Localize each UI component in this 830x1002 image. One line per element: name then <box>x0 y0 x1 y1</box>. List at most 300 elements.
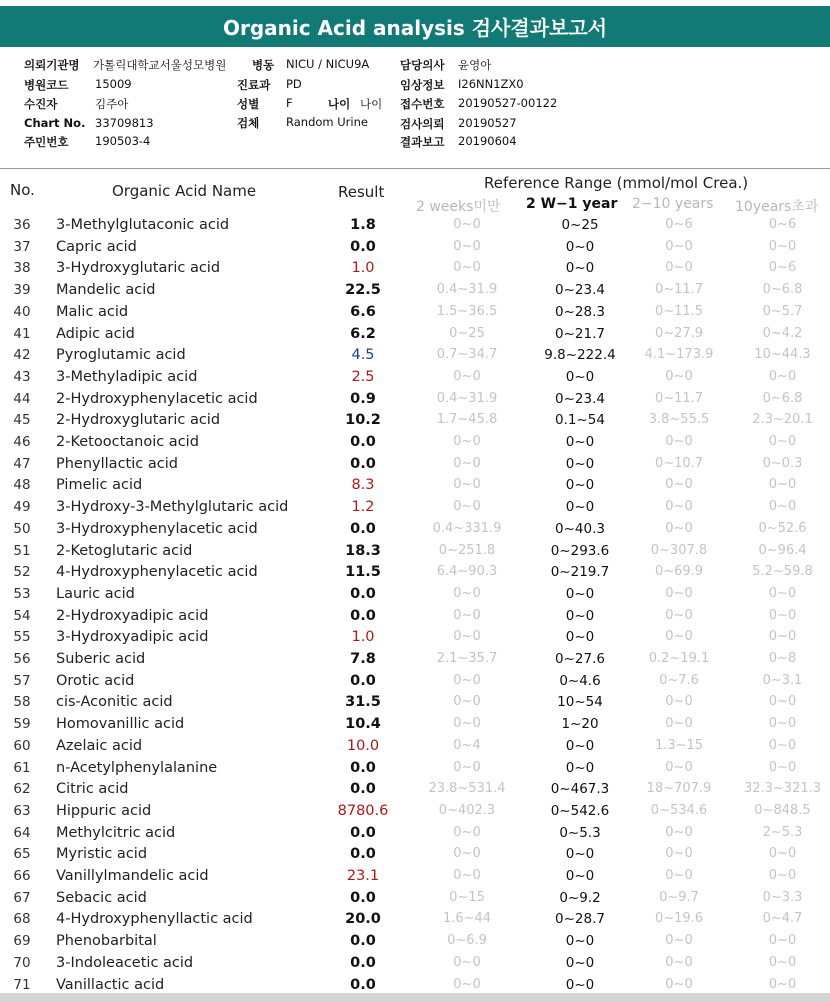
table-row <box>0 238 830 260</box>
header-reference: Reference Range (mmol/mol Crea.) <box>484 174 749 192</box>
row-number: 37 <box>13 238 31 255</box>
row-number: 57 <box>13 672 31 689</box>
doctor-label: 담당의사 <box>400 58 445 72</box>
range-2-10y: 1.3~15 <box>654 737 704 753</box>
range-2weeks: 0~0 <box>453 694 481 710</box>
range-2w-1y: 0~0 <box>565 868 595 884</box>
range-2w-1y: 0~0 <box>565 585 595 602</box>
request-value: 20190527 <box>458 116 517 130</box>
row-number: 52 <box>13 564 31 581</box>
range-2-10y: 0~0 <box>665 629 693 645</box>
range-2w-1y: 9.8~222.4 <box>544 347 616 364</box>
acid-name: 3-Methyladipic acid <box>56 368 198 385</box>
table-row <box>0 693 830 715</box>
range-2-10y: 0~0 <box>665 477 693 493</box>
department-label: 진료과 <box>237 78 271 92</box>
range-2w-1y: 0~4.6 <box>559 672 601 689</box>
result-value: 0.0 <box>350 585 376 602</box>
range-10y: 2~5.3 <box>762 824 803 840</box>
result-value: 0.0 <box>350 672 376 689</box>
table-row <box>0 607 830 629</box>
range-2w-1y: 0~0 <box>565 238 595 255</box>
report-title: Organic Acid analysis 검사결과보고서 <box>0 6 830 47</box>
sex-label: 성별 <box>237 97 260 111</box>
header-range-2weeks: 2 weeks미만 <box>416 199 501 215</box>
acid-name: Citric acid <box>56 781 129 798</box>
table-row <box>0 802 830 824</box>
range-2-10y: 0~11.7 <box>654 390 704 406</box>
range-2weeks: 0~402.3 <box>438 802 496 818</box>
range-2weeks: 0~0 <box>453 846 481 862</box>
range-10y: 0~0.3 <box>762 455 803 471</box>
range-2w-1y: 0~0 <box>565 846 595 863</box>
range-2weeks: 0~0 <box>453 585 481 601</box>
acid-name: Capric acid <box>56 238 137 255</box>
range-10y: 0~0 <box>768 368 797 384</box>
row-number: 62 <box>13 781 31 798</box>
range-2weeks: 0~0 <box>453 976 481 992</box>
result-value: 0.0 <box>350 781 376 798</box>
range-2w-1y: 0~25 <box>561 217 599 233</box>
row-number: 43 <box>13 368 31 385</box>
table-row <box>0 780 830 802</box>
range-2weeks: 0~4 <box>453 737 481 753</box>
row-number: 71 <box>13 976 31 993</box>
range-2-10y: 0~0 <box>665 716 693 732</box>
range-2w-1y: 0~467.3 <box>550 781 610 798</box>
range-10y: 0~0 <box>768 694 797 710</box>
row-number: 46 <box>13 434 31 450</box>
row-number: 42 <box>13 347 31 364</box>
range-2-10y: 0~0 <box>665 260 693 276</box>
range-10y: 0~6 <box>768 260 797 276</box>
range-10y: 0~6 <box>768 217 797 232</box>
range-2-10y: 0~0 <box>665 607 693 623</box>
result-value: 0.0 <box>350 824 376 841</box>
range-2w-1y: 0~23.4 <box>555 282 605 299</box>
header-range-2w-1y: 2 W−1 year <box>526 196 618 212</box>
table-row <box>0 325 830 347</box>
range-10y: 0~96.4 <box>758 542 807 558</box>
table-row <box>0 737 830 759</box>
range-2-10y: 18~707.9 <box>646 781 712 797</box>
range-2-10y: 0~27.9 <box>654 325 704 341</box>
patient-label: 수진자 <box>24 97 58 111</box>
table-row <box>0 824 830 846</box>
range-2weeks: 0~251.8 <box>438 542 496 558</box>
range-10y: 0~848.5 <box>754 802 811 818</box>
result-value: 4.5 <box>351 347 375 364</box>
row-number: 54 <box>13 607 31 624</box>
range-2weeks: 0~0 <box>453 238 481 254</box>
acid-name: 3-Hydroxyphenylacetic acid <box>56 520 258 537</box>
range-10y: 0~4.2 <box>762 325 803 341</box>
range-2w-1y: 0~0 <box>565 434 595 450</box>
range-2weeks: 0~0 <box>453 824 481 840</box>
range-2w-1y: 0~23.4 <box>555 390 605 407</box>
range-10y: 5.2~59.8 <box>752 564 813 580</box>
range-10y: 0~0 <box>768 716 797 732</box>
specimen-value: Random Urine <box>286 115 368 129</box>
result-value: 18.3 <box>345 542 381 559</box>
table-row <box>0 845 830 867</box>
range-2weeks: 23.8~531.4 <box>428 781 506 797</box>
range-2w-1y: 0~21.7 <box>555 325 605 342</box>
acid-name: Malic acid <box>56 303 129 320</box>
range-2w-1y: 0~0 <box>565 607 595 624</box>
row-number: 68 <box>13 911 31 928</box>
range-2-10y: 0~534.6 <box>650 802 708 818</box>
range-2-10y: 0~7.6 <box>659 672 699 688</box>
range-2-10y: 0~69.9 <box>654 564 704 580</box>
range-2-10y: 0~0 <box>665 976 693 992</box>
table-row <box>0 303 830 325</box>
result-value: 22.5 <box>345 282 381 299</box>
range-2weeks: 0~0 <box>453 217 481 232</box>
table-row <box>0 455 830 477</box>
acid-name: 2-Ketoglutaric acid <box>56 542 193 559</box>
row-number: 50 <box>13 520 31 537</box>
range-2w-1y: 0.1~54 <box>555 412 605 429</box>
range-2w-1y: 0~0 <box>565 477 595 494</box>
row-number: 64 <box>13 824 31 841</box>
table-row <box>0 672 830 694</box>
range-10y: 0~4.7 <box>762 911 803 927</box>
resident-label: 주민번호 <box>24 135 69 149</box>
acid-name: 2-Hydroxyadipic acid <box>56 607 209 624</box>
table-row <box>0 628 830 650</box>
row-number: 47 <box>13 455 31 472</box>
result-value: 31.5 <box>345 694 381 711</box>
range-10y: 0~3.1 <box>762 672 803 688</box>
patient-value: 김주아 <box>95 97 129 111</box>
table-row <box>0 476 830 498</box>
range-2weeks: 0~6.9 <box>447 933 487 949</box>
range-2weeks: 0.7~34.7 <box>436 347 498 363</box>
acid-name: Phenobarbital <box>56 933 157 950</box>
result-value: 0.0 <box>350 889 376 906</box>
hospital-code-value: 15009 <box>95 77 132 91</box>
header-name: Organic Acid Name <box>112 182 257 200</box>
row-number: 61 <box>13 759 31 776</box>
range-2-10y: 0~0 <box>665 520 693 536</box>
row-number: 65 <box>13 846 31 863</box>
table-row <box>0 520 830 542</box>
row-number: 53 <box>13 585 31 602</box>
clinical-info-label: 임상정보 <box>400 78 445 92</box>
acid-name: n-Acetylphenylalanine <box>56 759 218 776</box>
header-result: Result <box>338 183 385 201</box>
acid-name: Homovanillic acid <box>56 716 185 733</box>
row-number: 70 <box>13 954 31 971</box>
receipt-value: 20190527-00122 <box>458 96 558 110</box>
range-2-10y: 0~11.5 <box>654 303 704 319</box>
range-2-10y: 0~0 <box>665 238 693 254</box>
range-2weeks: 1.6~44 <box>442 911 492 927</box>
table-row <box>0 715 830 737</box>
range-2weeks: 0.4~31.9 <box>436 390 498 406</box>
result-value: 0.0 <box>350 954 376 971</box>
range-2weeks: 0~0 <box>453 954 481 970</box>
range-2-10y: 0~0 <box>665 954 693 970</box>
range-10y: 0~0 <box>768 477 797 493</box>
row-number: 44 <box>13 390 31 407</box>
patient-info-panel <box>0 52 830 168</box>
table-row <box>0 910 830 932</box>
range-10y: 0~0 <box>768 976 797 992</box>
range-2-10y: 0~0 <box>665 499 693 515</box>
range-2w-1y: 0~0 <box>565 759 595 776</box>
range-2w-1y: 0~9.2 <box>559 889 601 906</box>
table-row <box>0 259 830 281</box>
range-10y: 0~0 <box>768 585 797 601</box>
range-10y: 0~3.3 <box>762 889 803 905</box>
range-2weeks: 0.4~331.9 <box>432 520 502 536</box>
acid-name: Hippuric acid <box>56 802 152 819</box>
range-2w-1y: 0~0 <box>565 260 595 277</box>
acid-name: Vanillylmandelic acid <box>56 868 209 884</box>
receipt-label: 접수번호 <box>400 97 445 111</box>
range-2weeks: 0~25 <box>449 325 485 341</box>
chart-label: Chart No. <box>24 116 86 130</box>
resident-value: 190503-4 <box>95 134 151 148</box>
range-10y: 0~0 <box>768 933 797 949</box>
range-2w-1y: 0~0 <box>565 499 595 516</box>
result-value: 1.2 <box>351 499 375 516</box>
table-row <box>0 932 830 954</box>
table-row <box>0 759 830 781</box>
row-number: 58 <box>13 694 31 711</box>
range-2-10y: 0~0 <box>665 933 693 949</box>
result-value: 23.1 <box>346 868 380 884</box>
doctor-value: 윤영아 <box>458 58 492 72</box>
range-2weeks: 0~15 <box>449 889 485 905</box>
acid-name: Vanillactic acid <box>56 976 165 993</box>
range-2w-1y: 0~27.6 <box>555 651 605 667</box>
row-number: 69 <box>13 933 31 950</box>
acid-name: Pimelic acid <box>56 477 143 494</box>
range-10y: 0~6.8 <box>762 282 803 298</box>
table-row <box>0 411 830 433</box>
range-10y: 0~0 <box>768 629 797 645</box>
range-2-10y: 0.2~19.1 <box>648 651 710 666</box>
result-value: 0.9 <box>350 390 376 407</box>
range-2-10y: 0~307.8 <box>650 542 708 558</box>
table-row <box>0 216 830 238</box>
range-2weeks: 0~0 <box>453 629 481 645</box>
ward-value: NICU / NICU9A <box>286 57 370 71</box>
age-value: 나이 <box>360 97 383 111</box>
age-label: 나이 <box>328 97 351 111</box>
result-value: 0.0 <box>350 759 376 776</box>
range-2-10y: 0~0 <box>665 694 693 710</box>
row-number: 38 <box>13 260 31 277</box>
range-2-10y: 0~9.7 <box>659 889 699 905</box>
acid-name: 3-Hydroxyglutaric acid <box>56 260 221 277</box>
range-2-10y: 0~10.7 <box>654 455 704 471</box>
row-number: 60 <box>13 737 31 754</box>
range-10y: 0~0 <box>768 434 797 449</box>
range-10y: 0~0 <box>768 954 797 970</box>
range-2-10y: 0~0 <box>665 585 693 601</box>
result-value: 1.0 <box>351 629 375 646</box>
range-10y: 0~0 <box>768 737 797 753</box>
ward-label: 병동 <box>252 58 275 72</box>
range-10y: 0~0 <box>768 759 797 775</box>
result-value: 20.0 <box>345 911 381 928</box>
acid-name: 4-Hydroxyphenyllactic acid <box>56 911 253 928</box>
result-value: 1.0 <box>351 260 375 277</box>
specimen-label: 검체 <box>237 116 260 130</box>
range-2weeks: 6.4~90.3 <box>436 564 498 580</box>
result-value: 0.0 <box>350 520 376 537</box>
result-value: 8.3 <box>351 477 375 494</box>
range-10y: 0~0 <box>768 499 797 515</box>
range-2-10y: 3.8~55.5 <box>648 412 710 428</box>
result-value: 0.0 <box>350 607 376 624</box>
range-2weeks: 0~0 <box>453 434 481 449</box>
range-2weeks: 0~0 <box>453 716 481 732</box>
range-10y: 0~0 <box>768 868 797 883</box>
result-value: 6.6 <box>350 303 376 320</box>
range-10y: 0~0 <box>768 846 797 862</box>
row-number: 51 <box>13 542 31 559</box>
range-2-10y: 0~19.6 <box>654 911 704 927</box>
acid-name: Methylcitric acid <box>56 824 176 841</box>
row-number: 36 <box>13 217 31 233</box>
table-row <box>0 346 830 368</box>
range-2weeks: 0~0 <box>453 759 481 775</box>
table-row <box>0 585 830 607</box>
range-2-10y: 0~6 <box>665 217 693 232</box>
row-number: 40 <box>13 303 31 320</box>
range-10y: 0~0 <box>768 607 797 623</box>
result-value: 0.0 <box>350 455 376 472</box>
header-range-2-10y: 2−10 years <box>632 196 714 212</box>
header-no: No. <box>10 181 35 199</box>
range-2w-1y: 1~20 <box>561 716 599 733</box>
acid-name: Pyroglutamic acid <box>56 347 186 364</box>
range-2w-1y: 0~0 <box>565 954 595 971</box>
row-number: 39 <box>13 282 31 299</box>
range-2weeks: 2.1~35.7 <box>436 651 498 666</box>
table-row <box>0 498 830 520</box>
row-number: 41 <box>13 325 31 342</box>
row-number: 59 <box>13 716 31 733</box>
result-value: 11.5 <box>345 564 381 581</box>
row-number: 55 <box>13 629 31 646</box>
department-value: PD <box>286 77 302 91</box>
sex-value: F <box>286 96 293 110</box>
result-value: 2.5 <box>351 368 375 385</box>
acid-name: 2-Hydroxyphenylacetic acid <box>56 390 258 407</box>
range-2-10y: 0~0 <box>665 368 693 384</box>
range-2w-1y: 0~28.3 <box>555 303 605 320</box>
range-10y: 0~6.8 <box>762 390 803 406</box>
range-2-10y: 4.1~173.9 <box>644 347 714 363</box>
range-10y: 10~44.3 <box>754 347 811 363</box>
result-value: 6.2 <box>350 325 376 342</box>
result-value: 0.0 <box>350 238 376 255</box>
acid-name: 3-Hydroxyadipic acid <box>56 629 209 646</box>
range-2weeks: 0~0 <box>453 368 481 384</box>
table-row <box>0 368 830 390</box>
acid-name: Azelaic acid <box>56 737 143 754</box>
range-10y: 0~0 <box>768 238 797 254</box>
range-2weeks: 0.4~31.9 <box>436 282 498 298</box>
result-value: 0.0 <box>350 846 376 863</box>
range-2w-1y: 0~0 <box>565 455 595 472</box>
table-row <box>0 889 830 911</box>
range-2w-1y: 0~40.3 <box>555 520 605 537</box>
acid-name: Phenyllactic acid <box>56 455 178 472</box>
table-row <box>0 542 830 564</box>
range-2-10y: 0~0 <box>665 868 693 883</box>
range-10y: 0~5.7 <box>762 303 803 319</box>
range-10y: 0~8 <box>768 651 797 666</box>
row-number: 66 <box>13 868 31 884</box>
acid-name: 3-Indoleacetic acid <box>56 954 194 971</box>
range-2-10y: 0~0 <box>665 434 693 449</box>
range-2-10y: 0~0 <box>665 759 693 775</box>
range-2weeks: 0~0 <box>453 607 481 623</box>
acid-name: Orotic acid <box>56 672 135 689</box>
range-2w-1y: 0~542.6 <box>550 802 610 819</box>
acid-name: 2-Hydroxyglutaric acid <box>56 412 221 429</box>
range-2w-1y: 0~5.3 <box>559 824 601 841</box>
table-row <box>0 954 830 976</box>
result-value: 10.2 <box>345 412 381 429</box>
table-row <box>0 390 830 412</box>
range-2w-1y: 0~28.7 <box>555 911 605 928</box>
range-2-10y: 0~11.7 <box>654 282 704 298</box>
result-value: 0.0 <box>350 434 376 450</box>
range-2w-1y: 0~0 <box>565 629 595 646</box>
chart-value: 33709813 <box>95 116 154 130</box>
report-label: 결과보고 <box>400 135 445 149</box>
range-2w-1y: 0~0 <box>565 976 595 993</box>
acid-name: cis-Aconitic acid <box>56 694 173 711</box>
range-2w-1y: 0~0 <box>565 737 595 754</box>
request-label: 검사의뢰 <box>400 117 445 131</box>
result-value: 7.8 <box>350 651 376 667</box>
acid-name: 4-Hydroxyphenylacetic acid <box>56 564 258 581</box>
table-header <box>0 168 830 217</box>
range-2w-1y: 0~293.6 <box>550 542 610 559</box>
hospital-code-label: 병원코드 <box>24 78 69 92</box>
bottom-band <box>0 993 830 1002</box>
range-2weeks: 0~0 <box>453 455 481 471</box>
institution-label: 의뢰기관명 <box>24 58 80 72</box>
range-2weeks: 0~0 <box>453 672 481 688</box>
result-value: 0.0 <box>350 976 376 993</box>
range-2w-1y: 10~54 <box>557 694 603 711</box>
acid-name: Adipic acid <box>56 325 135 342</box>
range-2weeks: 0~0 <box>453 868 481 883</box>
row-number: 45 <box>13 412 31 429</box>
range-2w-1y: 0~0 <box>565 368 595 385</box>
report-value: 20190604 <box>458 134 517 148</box>
range-2weeks: 1.7~45.8 <box>436 412 498 428</box>
result-value: 1.8 <box>350 217 376 233</box>
acid-name: Suberic acid <box>56 651 146 667</box>
table-row <box>0 563 830 585</box>
acid-name: Lauric acid <box>56 585 135 602</box>
range-2-10y: 0~0 <box>665 846 693 862</box>
clinical-info-value: I26NN1ZX0 <box>458 77 524 91</box>
range-2weeks: 0~0 <box>453 499 481 515</box>
acid-name: Sebacic acid <box>56 889 147 906</box>
